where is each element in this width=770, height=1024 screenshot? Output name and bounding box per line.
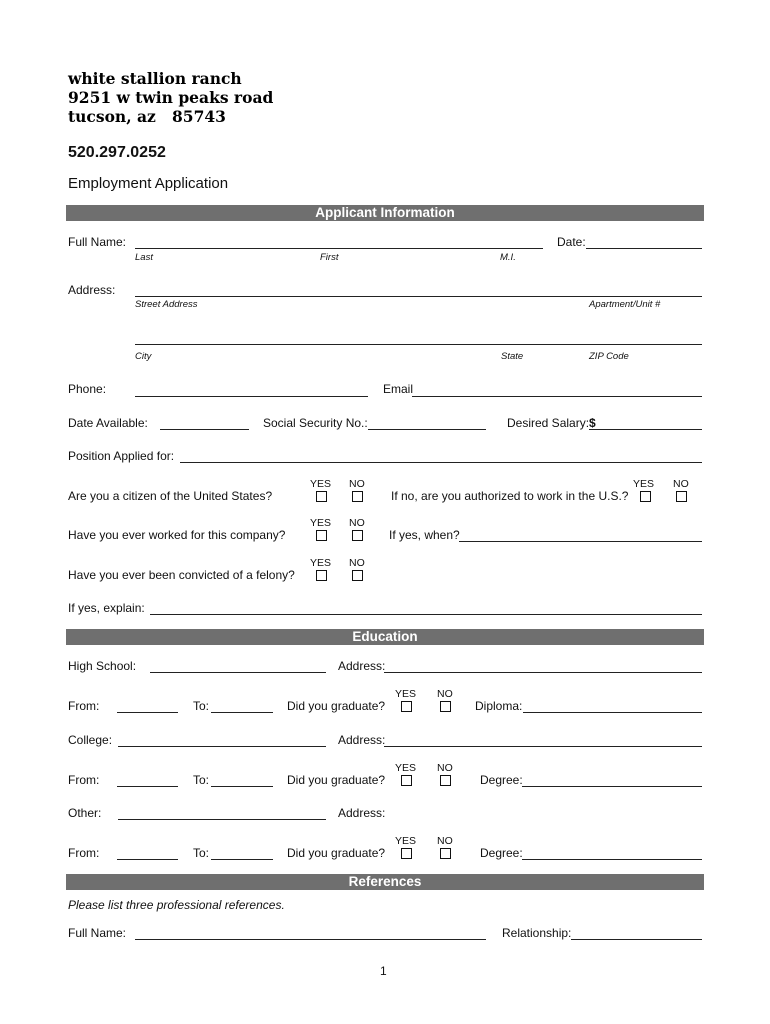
other-from-field[interactable]	[117, 859, 178, 860]
authorized-yes-label: YES	[633, 478, 655, 490]
authorized-yes-checkbox[interactable]	[640, 491, 651, 502]
last-sublabel: Last	[135, 252, 153, 263]
apartment-sublabel: Apartment/Unit #	[589, 299, 661, 310]
college-field[interactable]	[118, 746, 326, 747]
other-degree-label: Degree:	[480, 846, 523, 860]
citizen-no-label: NO	[349, 478, 365, 490]
reference-full-name-label: Full Name:	[68, 926, 127, 940]
college-label: College:	[68, 733, 113, 747]
high-school-field[interactable]	[150, 672, 326, 673]
full-name-field[interactable]	[135, 248, 543, 249]
authorized-no-checkbox[interactable]	[676, 491, 687, 502]
mi-sublabel: M.I.	[500, 252, 516, 263]
street-address-field[interactable]	[135, 296, 702, 297]
date-available-field[interactable]	[160, 429, 249, 430]
date-field[interactable]	[586, 248, 702, 249]
position-label: Position Applied for:	[68, 449, 175, 463]
hs-to-field[interactable]	[211, 712, 273, 713]
worked-yes-label: YES	[310, 517, 332, 529]
college-from-field[interactable]	[117, 786, 178, 787]
college-from-label: From:	[68, 773, 100, 787]
other-address-label: Address:	[338, 806, 386, 820]
full-name-label: Full Name:	[68, 235, 127, 249]
hs-from-field[interactable]	[117, 712, 178, 713]
other-graduate-no-checkbox[interactable]	[440, 848, 451, 859]
email-field[interactable]	[412, 396, 702, 397]
hs-graduate-yes-label: YES	[395, 688, 417, 700]
if-yes-when-field[interactable]	[459, 541, 702, 542]
citizen-no-checkbox[interactable]	[352, 491, 363, 502]
references-instruction: Please list three professional references.	[68, 898, 285, 912]
college-to-label: To:	[193, 773, 210, 787]
relationship-label: Relationship:	[502, 926, 572, 940]
hs-graduate-no-checkbox[interactable]	[440, 701, 451, 712]
other-graduate-yes-checkbox[interactable]	[401, 848, 412, 859]
other-graduate-no-label: NO	[437, 835, 453, 847]
state-sublabel: State	[501, 351, 524, 362]
college-address-label: Address:	[338, 733, 386, 747]
date-label: Date:	[557, 235, 586, 249]
authorized-no-label: NO	[673, 478, 689, 490]
college-address-field[interactable]	[384, 746, 702, 747]
other-from-label: From:	[68, 846, 100, 860]
if-yes-explain-field[interactable]	[150, 614, 702, 615]
company-phone: 520.297.0252	[68, 144, 166, 161]
college-to-field[interactable]	[211, 786, 273, 787]
other-field[interactable]	[118, 819, 326, 820]
desired-salary-label: Desired Salary:	[507, 416, 590, 430]
college-degree-field[interactable]	[522, 786, 702, 787]
relationship-field[interactable]	[571, 939, 702, 940]
worked-yes-checkbox[interactable]	[316, 530, 327, 541]
hs-graduate-no-label: NO	[437, 688, 453, 700]
citizen-yes-label: YES	[310, 478, 332, 490]
form-title: Employment Application	[68, 175, 229, 192]
college-graduate-no-label: NO	[437, 762, 453, 774]
citizen-yes-checkbox[interactable]	[316, 491, 327, 502]
position-field[interactable]	[180, 462, 702, 463]
desired-salary-field[interactable]	[589, 429, 702, 430]
hs-graduate-yes-checkbox[interactable]	[401, 701, 412, 712]
phone-field[interactable]	[135, 396, 368, 397]
worked-question: Have you ever worked for this company?	[68, 528, 286, 542]
diploma-field[interactable]	[523, 712, 702, 713]
first-sublabel: First	[320, 252, 339, 263]
if-yes-when-label: If yes, when?	[389, 528, 460, 542]
hs-address-label: Address:	[338, 659, 386, 673]
diploma-label: Diploma:	[475, 699, 523, 713]
hs-to-label: To:	[193, 699, 210, 713]
other-degree-field[interactable]	[522, 859, 702, 860]
section-header-references: References	[66, 874, 704, 890]
address-label: Address:	[68, 283, 116, 297]
worked-no-checkbox[interactable]	[352, 530, 363, 541]
company-name: white stallion ranch	[68, 69, 242, 88]
citizen-question: Are you a citizen of the United States?	[68, 489, 273, 503]
hs-from-label: From:	[68, 699, 100, 713]
section-header-education: Education	[66, 629, 704, 645]
ssn-label: Social Security No.:	[263, 416, 368, 430]
company-street: 9251 w twin peaks road	[68, 88, 274, 107]
street-address-sublabel: Street Address	[135, 299, 198, 310]
phone-label: Phone:	[68, 382, 107, 396]
felony-question: Have you ever been convicted of a felony?	[68, 568, 295, 582]
felony-yes-label: YES	[310, 557, 332, 569]
college-graduate-yes-label: YES	[395, 762, 417, 774]
felony-yes-checkbox[interactable]	[316, 570, 327, 581]
company-city-line: tucson, az 85743	[68, 107, 226, 126]
hs-address-field[interactable]	[384, 672, 702, 673]
college-degree-label: Degree:	[480, 773, 523, 787]
worked-no-label: NO	[349, 517, 365, 529]
high-school-label: High School:	[68, 659, 137, 673]
other-to-label: To:	[193, 846, 210, 860]
zip-sublabel: ZIP Code	[589, 351, 629, 362]
hs-graduate-question: Did you graduate?	[287, 699, 386, 713]
other-graduate-question: Did you graduate?	[287, 846, 386, 860]
section-header-applicant: Applicant Information	[66, 205, 704, 221]
other-label: Other:	[68, 806, 102, 820]
city-sublabel: City	[135, 351, 152, 362]
felony-no-checkbox[interactable]	[352, 570, 363, 581]
email-label: Email	[383, 382, 414, 396]
other-graduate-yes-label: YES	[395, 835, 417, 847]
authorized-question: If no, are you authorized to work in the U.S.?	[391, 489, 629, 503]
felony-no-label: NO	[349, 557, 365, 569]
page-number: 1	[380, 964, 387, 978]
city-state-zip-field[interactable]	[135, 344, 702, 345]
college-graduate-yes-checkbox[interactable]	[401, 775, 412, 786]
if-yes-explain-label: If yes, explain:	[68, 601, 145, 615]
college-graduate-question: Did you graduate?	[287, 773, 386, 787]
ssn-field[interactable]	[368, 429, 486, 430]
reference-full-name-field[interactable]	[135, 939, 486, 940]
college-graduate-no-checkbox[interactable]	[440, 775, 451, 786]
date-available-label: Date Available:	[68, 416, 148, 430]
dollar-sign: $	[589, 416, 596, 430]
other-to-field[interactable]	[211, 859, 273, 860]
